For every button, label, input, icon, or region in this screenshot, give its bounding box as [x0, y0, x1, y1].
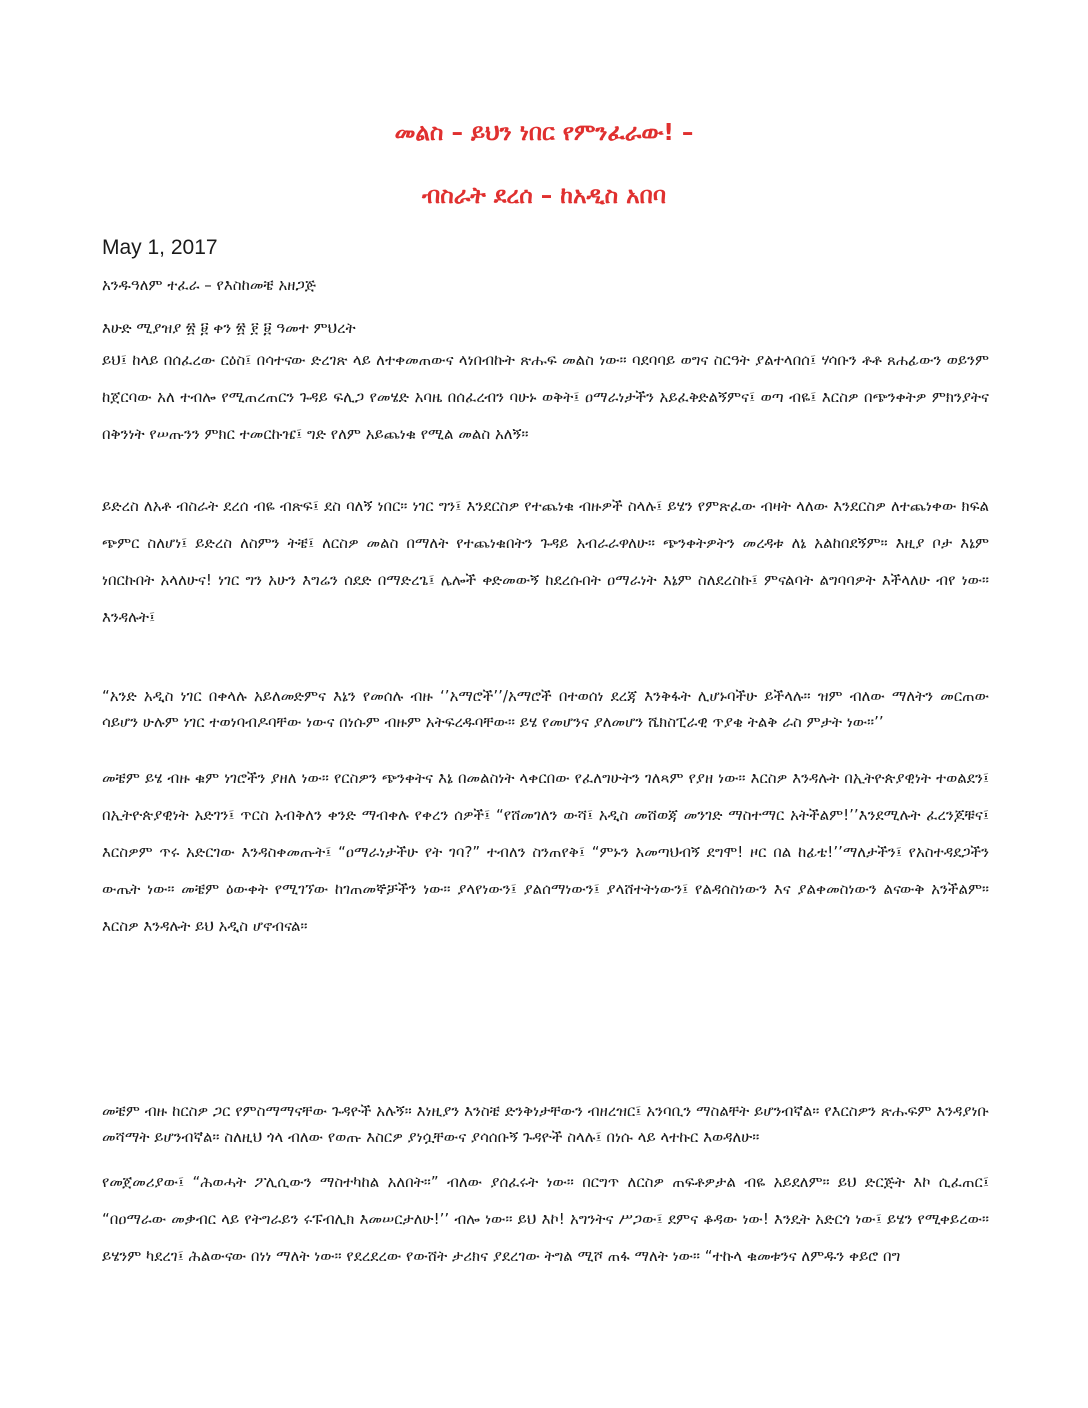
ethiopian-dateline: እሁድ ሚያዝያ ፳ ፱ ቀን ፳ ፻ ፱ ዓመተ ምህረት: [102, 319, 356, 337]
article-title: መልስ – ይህን ነበር የምንፈራው! –: [394, 120, 694, 146]
publish-date: May 1, 2017: [102, 236, 218, 259]
paragraph-2: ይድረስ ለአቶ ብስራት ደረሰ ብዬ ብጽፍ፤ ደስ ባለኝ ነበር። ነገር ግን፤ እንደርስዎ የተጨነቁ ብዙዎች ስላሉ፤ ይሄን የምጽፈው ብዛት ላለው እንደርስዎ ለተጨነቀው ክፍል ጭምር ስለሆነ፤ ይድረስ ለስምን ትቼ፤ ለርስዎ መልስ በማለት የተጨነቁበትን ጉዳይ አብራራዋለሁ። ጭንቀትዎትን መረዳቱ ለኔ አልከበደኝም። እዚያ ቦታ እኔም ነበርኩበት አላለሁና! ነገር ግን አሁን እግሬን ሰደድ በማድረጌ፤ ሌሎች ቀድመውኝ ከደረሱበት ዐማራነት እኔም ስለደረስኩ፤ ምናልባት ልግባባዎት እችላለሁ ብየ ነው። እንዳሉት፤: [102, 497, 990, 626]
paragraph-5: የመጀመሪያው፤ “ሕወሓት ፖሊሲውን ማስተካከል አለበት።” ብለው ያሰፈሩት ነው። በርግጥ ለርስዎ ጠፍቶዎታል ብዬ አይደለም። ይህ ድርጅት እኮ ሲፈጠር፤ “በዐማራው መቃብር ላይ የትግራይን ሩፑብሊክ እመሠርታለሁ!’’ ብሎ ነው። ይህ እኮ! አግንትና ሥጋው፤ ደምና ቆዳው ነው! እንዴት አድርጎ ነው፤ ይሄን የሚቀይረው። ይሄንም ካደረገ፤ ሕልውናው በነነ ማለት ነው። የደረደረው የውሸት ታሪክና ያደረገው ትግል ሚሾ ጠፋ ማለት ነው። “ተኩላ ቁመቱንና ለምዱን ቀይሮ በግ: [102, 1173, 989, 1265]
paragraph-4: መቼም ብዙ ከርስዎ ጋር የምስማማናቸው ጉዳዮች አሉኝ። እነዚያን እንስቼ ድንቅነታቸውን ብዘረዝር፤ አንባቢን ማስልቸት ይሆንብኛል። የእርስዎን ጽሑፍም እንዳያነቡ መሻማት ይሆንብኛል። ስለዚህ ጎላ ብለው የወጡ እስርዎ ያነሷቸውና ያሳሰቡኝ ጉዳዮች ስላሉ፤ በነሱ ላይ ላተኩር እወዳለሁ።: [102, 1102, 989, 1146]
paragraph-3: መቼም ይሄ ብዙ ቁም ነገሮችን ያዘለ ነው። የርስዎን ጭንቀትና እኔ በመልስነት ላቀርበው የፈለግሁትን ገለጻም የያዘ ነው። እርስዎ እንዳሉት በኢትዮጵያዊነት ተወልደን፤ በኢትዮጵያዊነት አድገን፤ ጥርስ አብቅለን ቀንድ ማብቀሉ የቀረን ሰዎች፤ “የሸመገለን ውሻ፤ አዲስ መሸወጃ መንገድ ማስተማር አትችልም!’’እንደሚሉት ፈረንጆቹና፤ እርስዎም ጥሩ አድርገው እንዳስቀመጡት፤ “ዐማራነታችሁ የት ገባ?” ተብለን ስንጠየቅ፤ “ምኑን አመጣህብኝ ደግሞ! ዞር በል ከፊቴ!’’ማለታችን፤ የአስተዳደጋችን ውጤት ነው። መቼም ዕውቀት የሚገኘው ከገጠመኞቻችን ነው። ያላየነውን፤ ያልሰማነውን፤ ያላሸተትነውን፤ የልዳሰስነውን እና ያልቀመስነውን ልናውቅ አንችልም። እርስዎ እንዳሉት ይህ አዲስ ሆኖብናል።: [102, 769, 989, 935]
block-quote: “አንድ አዲስ ነገር በቀላሉ አይለመድምና እኔን የመሰሉ ብዙ ‘’አማሮች’’/አማሮች በተወሰነ ደረጃ እንቅፋት ሊሆኑባችሁ ይችላሉ። ዝም ብለው ማለትን መርጠው ሳይሆን ሁሉም ነገር ተወነባብዶባቸው ነውና በነሱም ብዙም አትፍረዱባቸው። ይሄ የመሆንና ያለመሆን ሼክስፒራዊ ጥያቄ ትልቅ ራስ ምታት ነው።’’: [102, 687, 989, 731]
paragraph-1: ይህ፤ ከላይ በሰፈረው ርዕስ፤ በሳተናው ድረገጽ ላይ ለተቀመጠውና ላነበብኩት ጽሑፍ መልስ ነው። ባደባባይ ወግና ስርዓት ያልተላበሰ፤ ሃሳቡን ቶቶ ጸሐፊውን ወይንም ከጀርባው አለ ተብሎ የሚጠረጠርን ጉዳይ ፍሊጋ የመሄድ አባዜ በሰፈረብን ባሁኑ ወቅት፤ ዐማራነታችን አይፈቅድልኝምና፤ ወጣ ብዬ፤ እርስዎ በጭንቀትዎ ምክንያትና በቅንነት የሠጡንን ምክር ተመርኩዤ፤ ግድ የለም አይጨነቁ የሚል መልስ አለኝ።: [102, 351, 989, 443]
author-byline: አንዱዓለም ተፈራ – የእስከመቼ አዘጋጅ: [102, 276, 316, 294]
article-subtitle: ብስራት ደረሰ – ከአዲስ አበባ: [421, 183, 667, 209]
